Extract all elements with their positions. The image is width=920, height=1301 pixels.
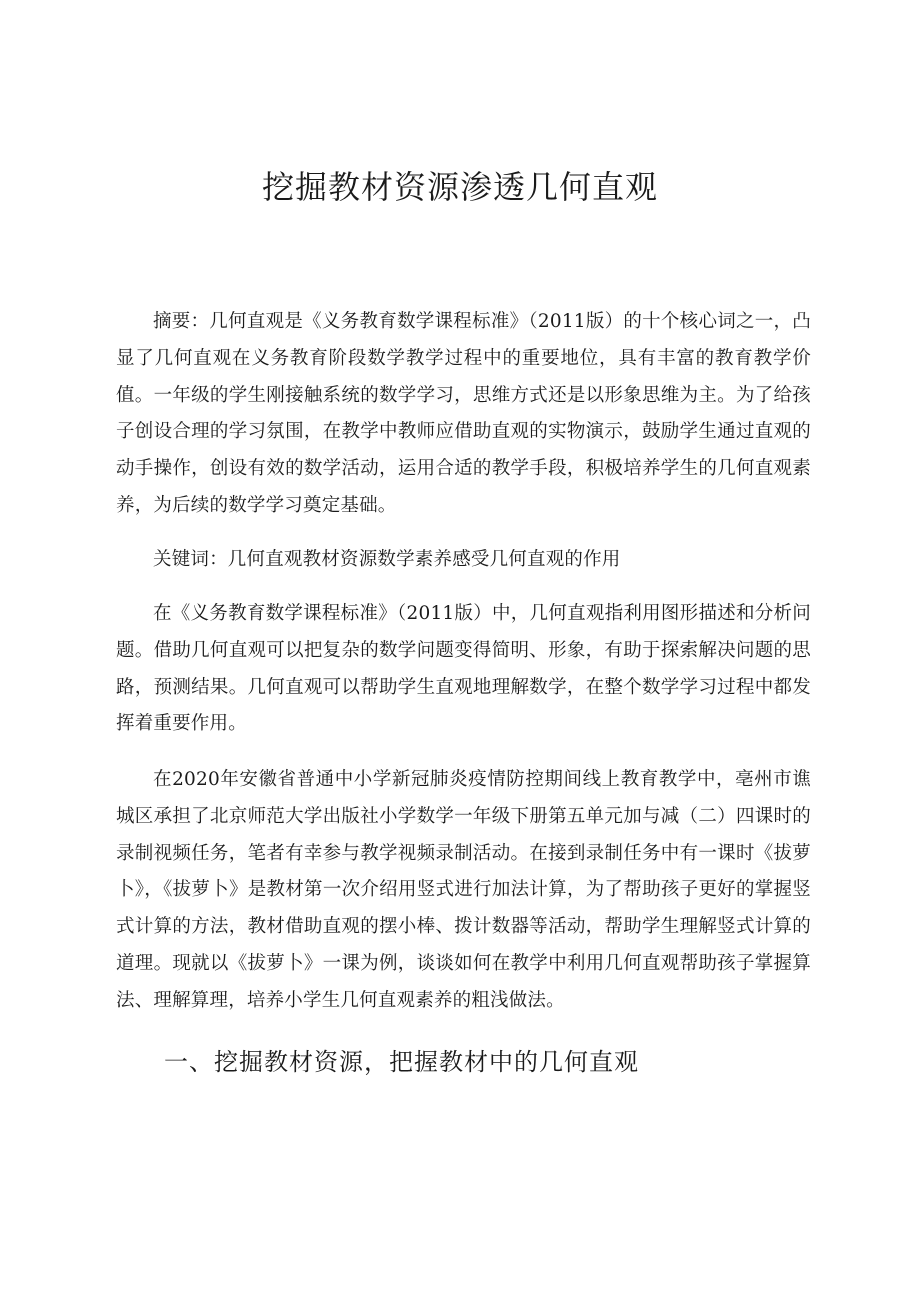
section-heading-1: 一、挖掘教材资源，把握教材中的几何直观 [164, 1048, 639, 1076]
body-paragraph-2: 在2020年安徽省普通中小学新冠肺炎疫情防控期间线上教育教学中，亳州市谯城区承担了北京师范大学出版社小学数学一年级下册第五单元加与减（二）四课时的录制视频任务，笔者有幸参与教学视频录制活动。在接到录制任务中有一课时《拔萝卜》，《拔萝卜》是教材第一次介绍用竖式进行加法计算，为了帮助孩子更好的掌握竖式计算的方法，教材借助直观的摆小棒、拨计数器等活动，帮助学生理解竖式计算的道理。现就以《拔萝卜》一课为例，谈谈如何在教学中利用几何直观帮助孩子掌握算法、理解算理，培养小学生几何直观素养的粗浅做法。 [116, 769, 811, 1011]
abstract-paragraph: 摘要：几何直观是《义务教育数学课程标准》（2011版）的十个核心词之一，凸显了几何直观在义务教育阶段数学教学过程中的重要地位，具有丰富的教育教学价值。一年级的学生刚接触系统的数学学习，思维方式还是以形象思维为主。为了给孩子创设合理的学习氛围，在教学中教师应借助直观的实物演示，鼓励学生通过直观的动手操作，创设有效的数学活动，运用合适的教学手段，积极培养学生的几何直观素养，为后续的数学学习奠定基础。 [116, 311, 811, 516]
keywords-paragraph: 关键词：几何直观教材资源数学素养感受几何直观的作用 [153, 549, 621, 570]
body-paragraph-1: 在《义务教育数学课程标准》（2011版）中，几何直观指利用图形描述和分析问题。借助几何直观可以把复杂的数学问题变得简明、形象，有助于探索解决问题的思路，预测结果。几何直观可以帮助学生直观地理解数学，在整个数学学习过程中都发挥着重要作用。 [116, 603, 811, 735]
document-title: 挖掘教材资源渗透几何直观 [261, 168, 658, 206]
